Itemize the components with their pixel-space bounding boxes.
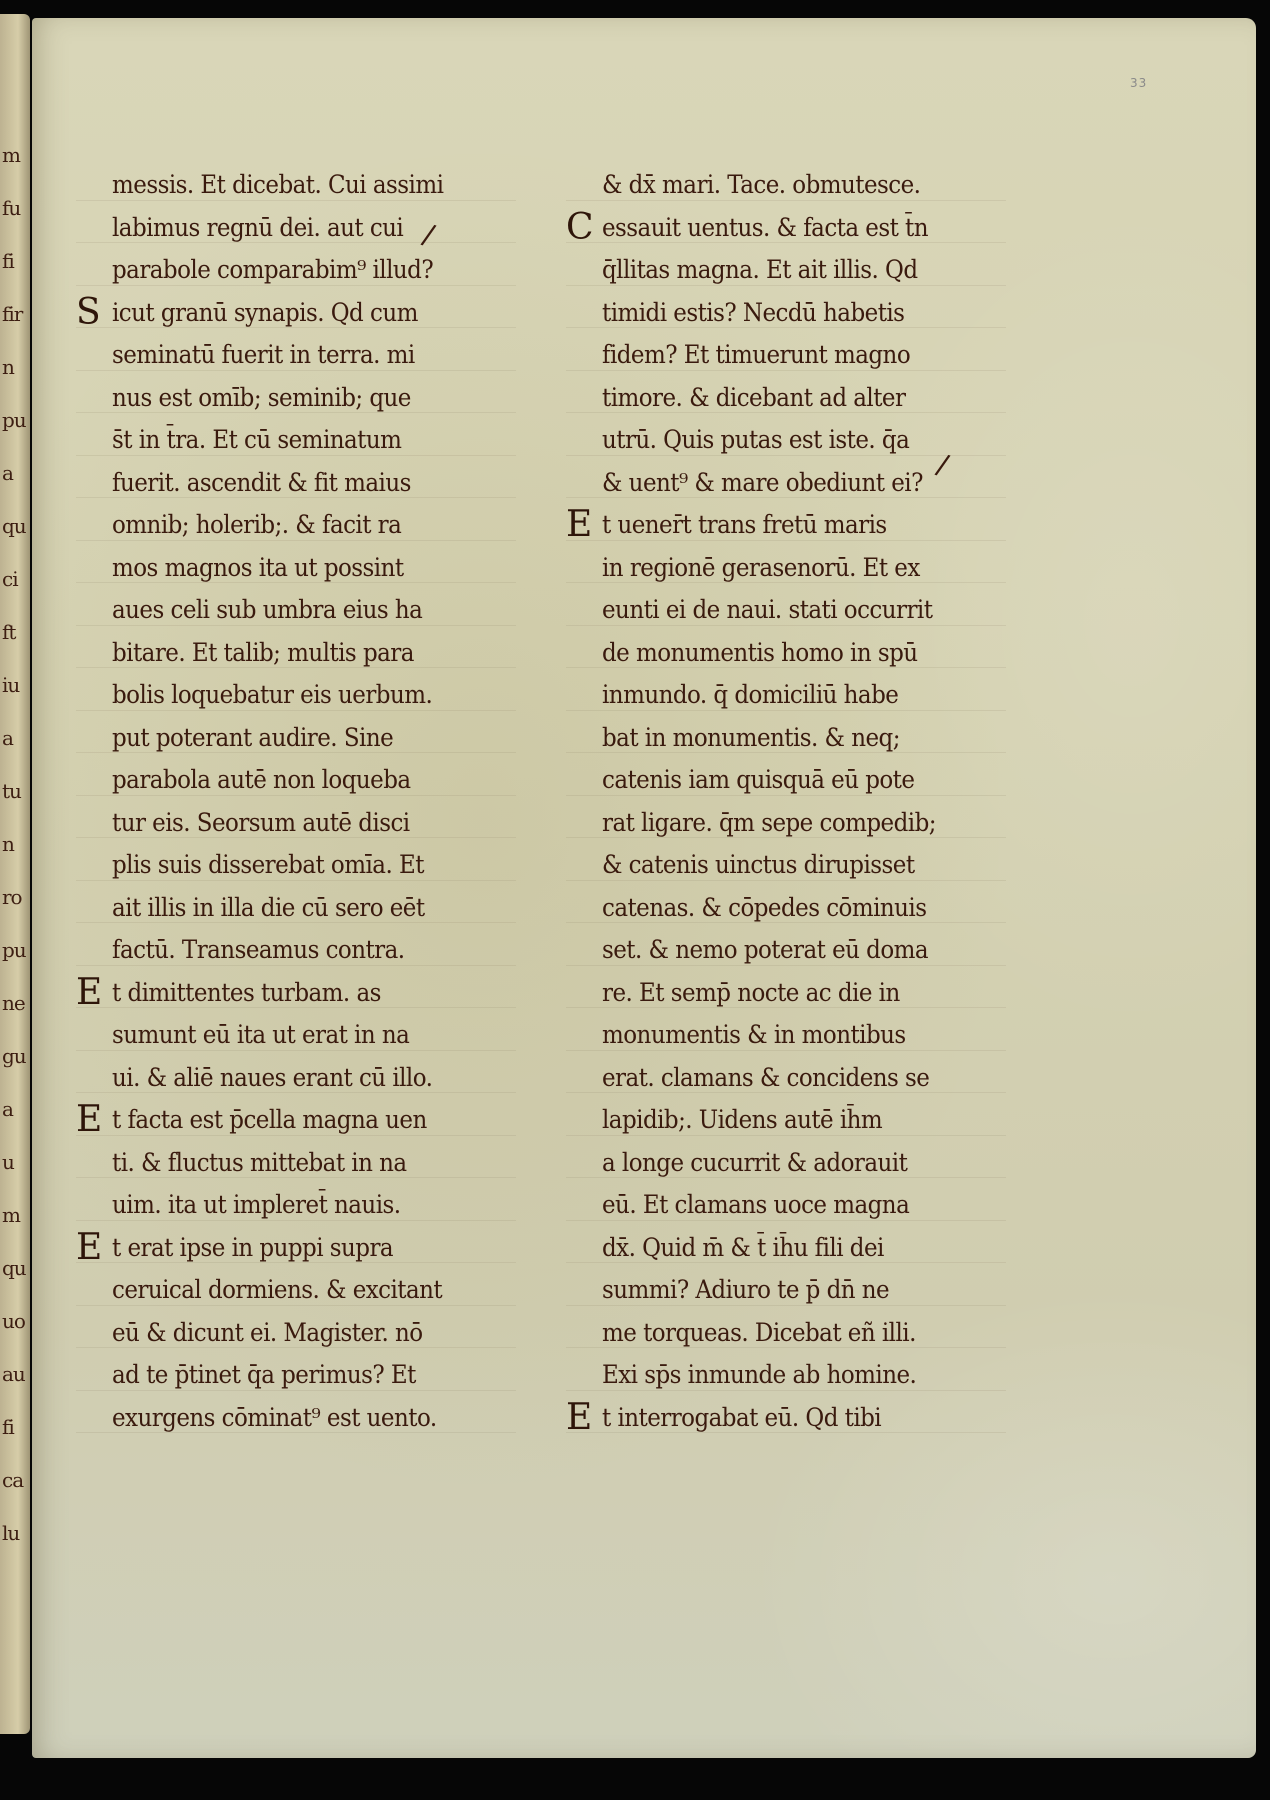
line-text: nus est omīb; seminib; que xyxy=(112,382,411,412)
line-text: de monumentis homo in spū xyxy=(602,637,918,667)
line-text: fuerit. ascendit & fit maius xyxy=(112,467,411,497)
facing-page-fragment: pu xyxy=(2,938,26,962)
initial-letter: C xyxy=(566,206,594,248)
line-text: bitare. Et talib; multis para xyxy=(112,637,414,667)
line-text: t erat ipse in puppi supra xyxy=(112,1232,394,1262)
line-text: ait illis in illa die cū sero eēt xyxy=(112,892,425,922)
manuscript-line xyxy=(566,632,1006,675)
line-text: t uener̄t trans fretū maris xyxy=(602,510,887,539)
manuscript-line xyxy=(76,292,516,335)
facing-page-fragment: m xyxy=(2,143,20,167)
initial-letter: E xyxy=(76,1226,103,1268)
manuscript-line xyxy=(566,334,1006,377)
facing-page-fragment: pu xyxy=(2,408,26,432)
line-text: q̄llitas magna. Et ait illis. Qd xyxy=(602,255,918,284)
facing-page-fragment: lu xyxy=(2,1521,20,1545)
manuscript-line xyxy=(76,1099,516,1142)
line-text: timore. & dicebant ad alter xyxy=(602,382,906,412)
line-text: ceruical dormiens. & excitant xyxy=(112,1275,443,1304)
line-text: dx̄. Quid m̄ & t̄ ih̄u fili dei xyxy=(602,1232,884,1262)
line-text: rat ligare. q̄m sepe compedib; xyxy=(602,807,936,837)
manuscript-line xyxy=(566,802,1006,845)
manuscript-line xyxy=(566,249,1006,292)
line-text: messis. Et dicebat. Cui assimi xyxy=(112,170,444,199)
manuscript-line xyxy=(76,759,516,802)
line-text: put poterant audire. Sine xyxy=(112,722,394,752)
line-text: bolis loquebatur eis uerbum. xyxy=(112,680,433,709)
facing-page-fragment: fi xyxy=(2,1415,14,1439)
manuscript-line xyxy=(76,164,516,207)
manuscript-line xyxy=(76,249,516,292)
line-text: utrū. Quis putas est iste. q̄a xyxy=(602,425,910,454)
initial-letter: S xyxy=(76,291,101,333)
line-text: fidem? Et timuerunt magno xyxy=(602,340,911,369)
facing-page-fragment: fir xyxy=(2,302,23,326)
manuscript-line xyxy=(76,334,516,377)
line-text: summi? Adiuro te p̄ dn̄ ne xyxy=(602,1275,890,1304)
line-text: set. & nemo poterat eū doma xyxy=(602,935,929,964)
line-text: t interrogabat eū. Qd tibi xyxy=(602,1402,882,1432)
facing-page-fragment: qu xyxy=(2,514,26,538)
manuscript-line xyxy=(566,1269,1006,1312)
manuscript-line xyxy=(566,759,1006,802)
left-text-column xyxy=(76,164,516,1439)
facing-page-fragment: gu xyxy=(2,1044,26,1068)
manuscript-line xyxy=(566,929,1006,972)
line-text: eunti ei de naui. stati occurrit xyxy=(602,595,933,624)
line-text: & dx̄ mari. Tace. obmutesce. xyxy=(602,170,921,199)
facing-page-fragment: m xyxy=(2,1203,20,1227)
manuscript-line xyxy=(76,802,516,845)
line-text: inmundo. q̄ domiciliū habe xyxy=(602,680,899,709)
line-text: sumunt eū ita ut erat in na xyxy=(112,1020,410,1049)
manuscript-line xyxy=(566,589,1006,632)
facing-page-fragment: iu xyxy=(2,673,20,697)
manuscript-line xyxy=(76,377,516,420)
manuscript-line xyxy=(566,1312,1006,1355)
facing-page-fragment: au xyxy=(2,1362,25,1386)
manuscript-line xyxy=(76,547,516,590)
facing-page-fragment: a xyxy=(2,726,13,750)
manuscript-line xyxy=(76,462,516,505)
line-text: exurgens cōminat⁹ est uento. xyxy=(112,1402,437,1432)
manuscript-folio xyxy=(32,18,1256,1758)
manuscript-line xyxy=(76,844,516,887)
line-text: omnib; holerib;. & facit ra xyxy=(112,510,402,539)
line-text: mos magnos ita ut possint xyxy=(112,552,404,582)
manuscript-line xyxy=(566,1397,1006,1440)
line-text: catenas. & cōpedes cōminuis xyxy=(602,892,927,922)
facing-page-fragment: n xyxy=(2,832,14,856)
line-text: monumentis & in montibus xyxy=(602,1020,906,1049)
facing-page-fragment: a xyxy=(2,461,13,485)
manuscript-line xyxy=(566,1142,1006,1185)
line-text: Exi sp̄s inmunde ab homine. xyxy=(602,1360,917,1389)
line-text: re. Et semp̄ nocte ac die in xyxy=(602,977,900,1007)
initial-letter: E xyxy=(76,971,103,1013)
facing-page-fragment: u xyxy=(2,1150,14,1174)
line-text: parabole comparabim⁹ illud? xyxy=(112,255,434,284)
facing-page-fragment: ca xyxy=(2,1468,24,1492)
manuscript-line xyxy=(76,589,516,632)
facing-page-fragment: uo xyxy=(2,1309,25,1333)
line-text: bat in monumentis. & neq; xyxy=(602,722,900,752)
manuscript-line xyxy=(566,1227,1006,1270)
facing-page-fragment: qu xyxy=(2,1256,26,1280)
line-text: timidi estis? Necdū habetis xyxy=(602,297,905,327)
line-text: a longe cucurrit & adorauit xyxy=(602,1147,908,1177)
line-text: & uent⁹ & mare obediunt ei? xyxy=(602,467,923,497)
line-text: tur eis. Seorsum autē disci xyxy=(112,807,410,837)
manuscript-line xyxy=(566,717,1006,760)
line-text: me torqueas. Dicebat eñ illi. xyxy=(602,1317,916,1347)
facing-page-fragment: a xyxy=(2,1097,13,1121)
line-text: eū & dicunt ei. Magister. nō xyxy=(112,1317,423,1347)
line-text: labimus regnū dei. aut cui xyxy=(112,212,404,242)
facing-page-fragment: ro xyxy=(2,885,22,909)
manuscript-line xyxy=(566,547,1006,590)
line-text: essauit uentus. & facta est t̄n xyxy=(602,212,928,242)
manuscript-line xyxy=(76,1184,516,1227)
manuscript-line xyxy=(566,1354,1006,1397)
manuscript-line xyxy=(76,207,516,250)
line-text: t dimittentes turbam. as xyxy=(112,977,381,1007)
line-text: catenis iam quisquā eū pote xyxy=(602,765,915,794)
line-text: in regionē gerasenorū. Et ex xyxy=(602,552,920,582)
initial-letter: E xyxy=(566,504,593,545)
line-text: ti. & fluctus mittebat in na xyxy=(112,1147,407,1177)
manuscript-line xyxy=(566,207,1006,250)
facing-page-fragment: tu xyxy=(2,779,21,803)
facing-page-fragment: n xyxy=(2,355,14,379)
folio-number: 33 xyxy=(1130,76,1148,90)
manuscript-line xyxy=(76,419,516,462)
facing-page-fragment: ne xyxy=(2,991,25,1015)
margin-stroke-mark: / xyxy=(419,217,439,252)
manuscript-line xyxy=(76,1397,516,1440)
line-text: factū. Transeamus contra. xyxy=(112,935,405,964)
manuscript-line xyxy=(76,1227,516,1270)
manuscript-line xyxy=(566,292,1006,335)
manuscript-line xyxy=(76,1269,516,1312)
facing-page-fragment: fu xyxy=(2,196,21,220)
manuscript-line xyxy=(76,1057,516,1100)
line-text: icut granū synapis. Qd cum xyxy=(112,297,418,327)
manuscript-line xyxy=(76,632,516,675)
line-text: ad te p̄tinet q̄a perimus? Et xyxy=(112,1360,416,1389)
line-text: eū. Et clamans uoce magna xyxy=(602,1190,910,1219)
facing-page-fragment: ci xyxy=(2,567,18,591)
manuscript-line xyxy=(566,1014,1006,1057)
manuscript-line xyxy=(566,377,1006,420)
manuscript-line xyxy=(566,1099,1006,1142)
manuscript-line xyxy=(566,1184,1006,1227)
margin-stroke-mark: / xyxy=(933,447,953,482)
manuscript-line xyxy=(76,1142,516,1185)
line-text: t facta est p̄cella magna uen xyxy=(112,1105,427,1134)
manuscript-line xyxy=(566,504,1006,547)
manuscript-line xyxy=(76,1014,516,1057)
facing-page-edge xyxy=(0,14,30,1734)
line-text: uim. ita ut impleret̄ nauis. xyxy=(112,1190,401,1219)
manuscript-line xyxy=(76,1312,516,1355)
manuscript-line xyxy=(566,844,1006,887)
facing-page-fragment: fi xyxy=(2,249,14,273)
line-text: erat. clamans & concidens se xyxy=(602,1062,930,1092)
facing-page-fragment: ft xyxy=(2,620,16,644)
facing-page-text xyxy=(2,134,24,1565)
line-text: seminatū fuerit in terra. mi xyxy=(112,340,415,369)
manuscript-line xyxy=(76,972,516,1015)
initial-letter: E xyxy=(76,1099,103,1140)
line-text: aues celi sub umbra eius ha xyxy=(112,595,423,624)
manuscript-line xyxy=(566,164,1006,207)
line-text: ui. & aliē naues erant cū illo. xyxy=(112,1062,433,1092)
manuscript-line xyxy=(566,674,1006,717)
line-text: parabola autē non loqueba xyxy=(112,765,411,794)
initial-letter: E xyxy=(566,1396,593,1438)
manuscript-line xyxy=(566,887,1006,930)
manuscript-line xyxy=(566,1057,1006,1100)
line-text: plis suis disserebat omīa. Et xyxy=(112,850,424,879)
manuscript-line xyxy=(566,972,1006,1015)
line-text: s̄t in t̄ra. Et cū seminatum xyxy=(112,425,402,454)
manuscript-line xyxy=(76,887,516,930)
line-text: & catenis uinctus dirupisset xyxy=(602,850,915,879)
manuscript-line xyxy=(76,504,516,547)
manuscript-line xyxy=(76,717,516,760)
manuscript-line xyxy=(76,674,516,717)
manuscript-line xyxy=(76,1354,516,1397)
line-text: lapidib;. Uidens autē ih̄m xyxy=(602,1105,883,1134)
right-text-column xyxy=(566,164,1006,1439)
manuscript-line xyxy=(76,929,516,972)
